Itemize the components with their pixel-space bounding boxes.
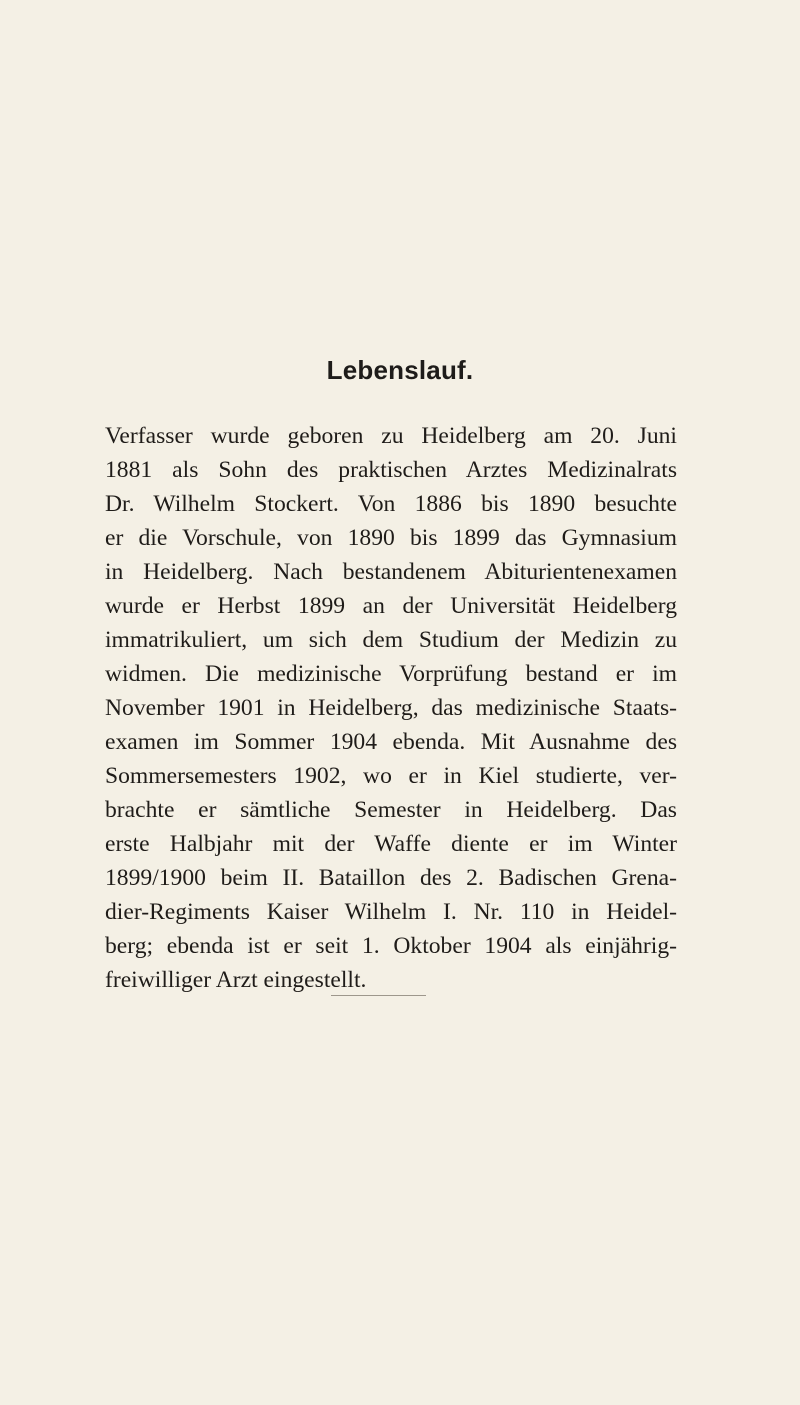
text-line: berg; ebenda ist er seit 1. Oktober 1904 als einjährig-: [105, 933, 677, 959]
text-line: examen im Sommer 1904 ebenda. Mit Ausnahme des: [105, 729, 677, 755]
text-line: Verfasser wurde geboren zu Heidelberg am 20. Juni: [105, 423, 677, 449]
text-line: 1899/1900 beim II. Bataillon des 2. Badischen Grena-: [105, 865, 677, 891]
text-line: Sommersemesters 1902, wo er in Kiel studierte, ver-: [105, 763, 677, 789]
text-line: Dr. Wilhelm Stockert. Von 1886 bis 1890 besuchte: [105, 491, 677, 517]
page-title: Lebenslauf.: [326, 355, 474, 385]
text-line: widmen. Die medizinische Vorprüfung bestand er im: [105, 661, 677, 687]
text-line: freiwilliger Arzt eingestellt.: [105, 967, 367, 993]
text-line: wurde er Herbst 1899 an der Universität Heidelberg: [105, 593, 677, 619]
closing-rule: [331, 995, 426, 996]
text-line: 1881 als Sohn des praktischen Arztes Medizinalrats: [105, 457, 677, 483]
text-line: in Heidelberg. Nach bestandenem Abiturientenexamen: [105, 559, 677, 585]
text-line: erste Halbjahr mit der Waffe diente er im Winter: [105, 831, 677, 857]
text-line: er die Vorschule, von 1890 bis 1899 das Gymnasium: [105, 525, 677, 551]
text-line: November 1901 in Heidelberg, das medizinische Staats-: [105, 695, 677, 721]
text-line: brachte er sämtliche Semester in Heidelberg. Das: [105, 797, 677, 823]
text-line: immatrikuliert, um sich dem Studium der Medizin zu: [105, 627, 677, 653]
text-line: dier-Regiments Kaiser Wilhelm I. Nr. 110 in Heidel-: [105, 899, 677, 925]
